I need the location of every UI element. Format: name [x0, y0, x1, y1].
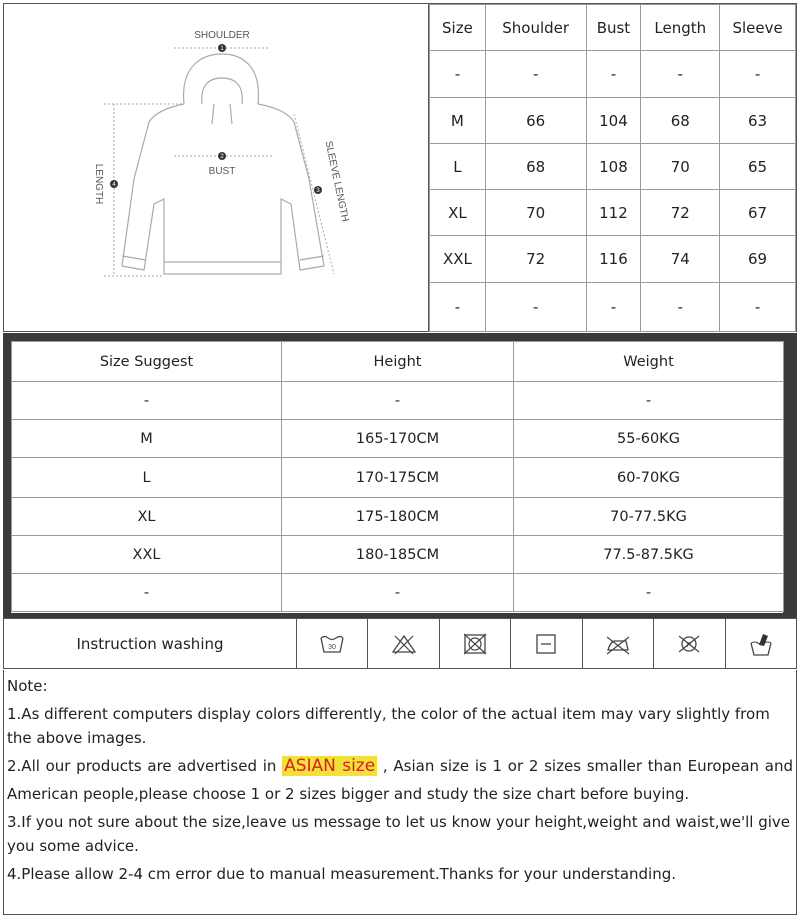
size-suggest-table: [11, 341, 784, 612]
table-row: [430, 283, 796, 332]
header-height: Height: [282, 342, 514, 382]
cell: L: [12, 458, 282, 498]
no-tumble-dry-icon: [440, 619, 511, 668]
cell: -: [514, 574, 784, 612]
cell: 104: [586, 98, 641, 144]
cell: 77.5-87.5KG: [514, 536, 784, 574]
notes-section: [3, 670, 797, 915]
hoodie-drawing: [4, 4, 428, 331]
cell: -: [641, 51, 720, 98]
cell: 67: [720, 190, 796, 236]
shoulder-label: SHOULDER: [194, 30, 250, 41]
note-line-3: 3.If you not sure about the size,leave us message to let us know your height,weight and waist,we'll give you some advice.: [7, 813, 791, 855]
cell: -: [430, 51, 486, 98]
cell: -: [485, 283, 586, 332]
cell: XL: [430, 190, 486, 236]
table-header-row: [12, 342, 784, 382]
note-line-2-post: , Asian size is 1 or 2 sizes smaller than European and: [382, 757, 793, 775]
note-line-2-pre: 2.All our products are advertised in: [7, 757, 277, 775]
cell: -: [12, 382, 282, 420]
length-label: LENGTH: [93, 163, 104, 205]
cell: 165-170CM: [282, 420, 514, 458]
cell: 108: [586, 144, 641, 190]
header-sleeve: Sleeve: [720, 5, 796, 51]
cell: 112: [586, 190, 641, 236]
dry-flat-icon: [511, 619, 582, 668]
cell: -: [720, 51, 796, 98]
table-row: [12, 382, 784, 420]
table-row: [430, 236, 796, 283]
cell: 69: [720, 236, 796, 283]
header-length: Length: [641, 5, 720, 51]
cell: -: [641, 283, 720, 332]
wash-30-icon: [297, 619, 368, 668]
hoodie-outline: [122, 54, 324, 274]
table-row: [430, 51, 796, 98]
washing-label: Instruction washing: [4, 619, 297, 668]
cell: XXL: [12, 536, 282, 574]
cell: 60-70KG: [514, 458, 784, 498]
hand-wash-icon: [726, 619, 796, 668]
cell: -: [12, 574, 282, 612]
cell: L: [430, 144, 486, 190]
note-line-1: 1.As different computers display colors differently, the color of the actual item may vary slightly from the above images.: [7, 705, 770, 747]
size-suggest-section: [3, 333, 797, 618]
header-size: Size: [430, 5, 486, 51]
svg-text:P: P: [686, 641, 692, 649]
cell: 68: [485, 144, 586, 190]
cell: -: [720, 283, 796, 332]
cell: -: [282, 574, 514, 612]
cell: 66: [485, 98, 586, 144]
cell: 68: [641, 98, 720, 144]
cell: 74: [641, 236, 720, 283]
cell: 65: [720, 144, 796, 190]
marker-2-num: 2: [220, 154, 224, 160]
header-size-suggest: Size Suggest: [12, 342, 282, 382]
size-chart-table: [429, 4, 796, 332]
cell: -: [282, 382, 514, 420]
cell: 70: [485, 190, 586, 236]
no-bleach-icon: [368, 619, 439, 668]
no-iron-icon: [583, 619, 654, 668]
note-line-2-cont: American people,please choose 1 or 2 sizes bigger and study the size chart before buying.: [7, 785, 690, 803]
cell: -: [586, 51, 641, 98]
cell: M: [12, 420, 282, 458]
marker-3-num: 3: [316, 188, 320, 194]
cell: 175-180CM: [282, 498, 514, 536]
header-bust: Bust: [586, 5, 641, 51]
cell: M: [430, 98, 486, 144]
cell: XL: [12, 498, 282, 536]
hoodie-measurement-diagram: [4, 4, 429, 331]
cell: -: [485, 51, 586, 98]
cell: 55-60KG: [514, 420, 784, 458]
note-title: Note:: [7, 677, 48, 695]
cell: 70: [641, 144, 720, 190]
cell: 72: [641, 190, 720, 236]
table-row: [12, 458, 784, 498]
cell: 72: [485, 236, 586, 283]
cell: -: [430, 283, 486, 332]
table-row: [12, 420, 784, 458]
marker-1-num: 1: [220, 46, 224, 52]
asian-size-highlight: ASIAN size: [284, 756, 376, 776]
note-line-4: 4.Please allow 2-4 cm error due to manual measurement.Thanks for your understanding.: [7, 865, 677, 883]
cell: 170-175CM: [282, 458, 514, 498]
washing-instructions-row: [3, 618, 797, 669]
table-row: [430, 144, 796, 190]
bust-label: BUST: [208, 166, 236, 177]
marker-4-num: 4: [112, 182, 116, 188]
svg-text:30: 30: [328, 643, 337, 651]
cell: 180-185CM: [282, 536, 514, 574]
cell: 70-77.5KG: [514, 498, 784, 536]
table-row: [430, 98, 796, 144]
cell: XXL: [430, 236, 486, 283]
cell: -: [514, 382, 784, 420]
header-weight: Weight: [514, 342, 784, 382]
table-row: [430, 190, 796, 236]
cell: 116: [586, 236, 641, 283]
size-chart-section: [3, 3, 797, 332]
cell: 63: [720, 98, 796, 144]
no-dry-clean-icon: [654, 619, 725, 668]
table-row: [12, 574, 784, 612]
table-row: [12, 536, 784, 574]
sleeve-length-label: SLEEVE LENGTH: [322, 140, 351, 223]
size-suggest-panel: [11, 341, 783, 613]
note-line-2: [7, 754, 793, 778]
table-header-row: [430, 5, 796, 51]
header-shoulder: Shoulder: [485, 5, 586, 51]
table-row: [12, 498, 784, 536]
cell: -: [586, 283, 641, 332]
